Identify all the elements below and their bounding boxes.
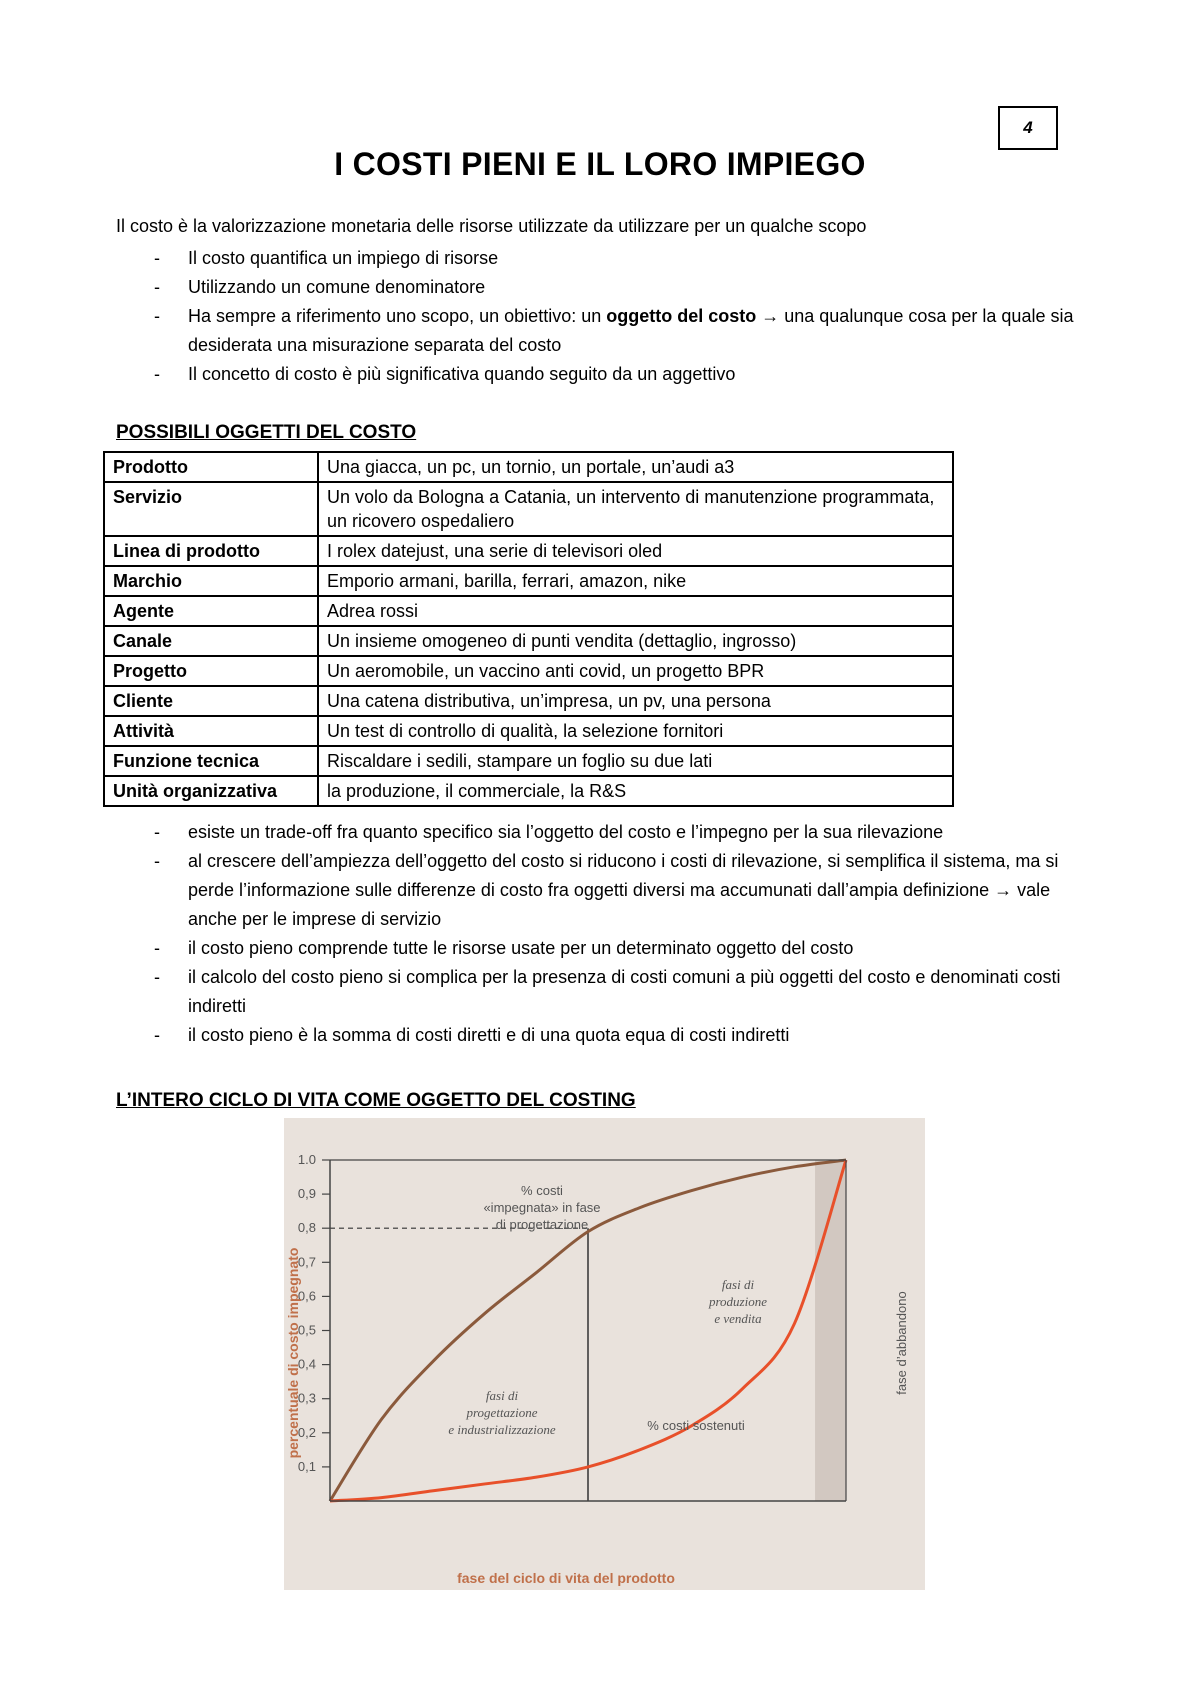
y-tick-label: 0,3 xyxy=(297,1390,316,1406)
table-row xyxy=(104,746,953,776)
cost-object-examples: Un volo da Bologna a Catania, un intervento di manutenzione programmata, un ricovero ospedaliero xyxy=(318,482,953,536)
cost-object-type: Unità organizzativa xyxy=(104,776,318,806)
x-axis-label: fase del ciclo di vita del prodotto xyxy=(457,1570,675,1586)
cost-object-examples: Adrea rossi xyxy=(318,596,953,626)
phase1-label-line3: e industrializzazione xyxy=(448,1422,556,1437)
full-cost-bullet-list xyxy=(116,818,1086,1050)
abandon-phase-label: fase d’abbandono xyxy=(894,1291,909,1395)
bold-term: oggetto del costo xyxy=(606,306,757,326)
cost-object-type: Attività xyxy=(104,716,318,746)
table-row xyxy=(104,536,953,566)
table-row xyxy=(104,716,953,746)
intro-paragraph: Il costo è la valorizzazione monetaria delle risorse utilizzate da utilizzare per un qualche scopo xyxy=(116,216,867,236)
table-row xyxy=(104,452,953,482)
cost-object-examples: Un insieme omogeneo di punti vendita (dettaglio, ingrosso) xyxy=(318,626,953,656)
table-row xyxy=(104,686,953,716)
list-item: - al crescere dell’ampiezza dell’oggetto del costo si riducono i costi di rilevazione, si semplifica il sistema, ma si perde l’informazione sulle differenze di costo fra oggetti diversi ma accumunati dall’ampia definizione → vale anche per le imprese di servizio xyxy=(116,847,1086,934)
y-tick-label: 0,7 xyxy=(297,1254,316,1270)
table-row xyxy=(104,566,953,596)
table-row xyxy=(104,596,953,626)
cost-object-examples: Un aeromobile, un vaccino anti covid, un progetto BPR xyxy=(318,656,953,686)
cost-object-type: Prodotto xyxy=(104,452,318,482)
cost-object-type: Cliente xyxy=(104,686,318,716)
list-item: - Il costo quantifica un impiego di risorse xyxy=(116,244,1086,273)
cost-object-type: Marchio xyxy=(104,566,318,596)
cost-object-type: Progetto xyxy=(104,656,318,686)
page-title: I COSTI PIENI E IL LORO IMPIEGO xyxy=(334,146,866,182)
cost-object-examples: I rolex datejust, una serie di televisori oled xyxy=(318,536,953,566)
y-tick-label: 0,2 xyxy=(297,1424,316,1440)
lifecycle-cost-chart xyxy=(284,1118,925,1590)
list-item: - esiste un trade-off fra quanto specifico sia l’oggetto del costo e l’impegno per la sua rilevazione xyxy=(116,818,1086,847)
cost-object-examples: la produzione, il commerciale, la R&S xyxy=(318,776,953,806)
y-tick-label: 0,4 xyxy=(297,1356,316,1372)
phase2-label-line2: produzione xyxy=(708,1294,768,1309)
table-row xyxy=(104,656,953,686)
arrow-icon: → xyxy=(989,880,1018,900)
y-axis-label: percentuale di costo impegnato xyxy=(285,1247,301,1459)
list-item: - il costo pieno comprende tutte le risorse usate per un determinato oggetto del costo xyxy=(116,934,1086,963)
page-number: 4 xyxy=(998,106,1058,150)
phase1-label-line2: progettazione xyxy=(466,1405,538,1420)
y-tick-label: 0,9 xyxy=(297,1186,316,1202)
committed-label-line1: % costi xyxy=(521,1183,563,1198)
cost-object-type: Linea di prodotto xyxy=(104,536,318,566)
list-item: - Utilizzando un comune denominatore xyxy=(116,273,1086,302)
list-item: - il costo pieno è la somma di costi diretti e di una quota equa di costi indiretti xyxy=(116,1021,1086,1050)
section-heading-cost-objects: POSSIBILI OGGETTI DEL COSTO xyxy=(116,422,417,443)
cost-object-examples: Una giacca, un pc, un tornio, un portale, un’audi a3 xyxy=(318,452,953,482)
cost-object-examples: Una catena distributiva, un’impresa, un pv, una persona xyxy=(318,686,953,716)
section-heading-lifecycle: L’INTERO CICLO DI VITA COME OGGETTO DEL COSTING xyxy=(116,1090,636,1111)
phase1-label-line1: fasi di xyxy=(485,1388,519,1403)
phase2-label-line1: fasi di xyxy=(721,1277,755,1292)
cost-object-type: Agente xyxy=(104,596,318,626)
list-item: - Ha sempre a riferimento uno scopo, un obiettivo: un oggetto del costo → una qualunque cosa per la quale sia desiderata una misurazione separata del costo xyxy=(116,302,1086,360)
cost-object-type: Canale xyxy=(104,626,318,656)
arrow-icon: → xyxy=(756,306,785,326)
committed-label-line2: «impegnata» in fase xyxy=(483,1200,601,1215)
cost-object-examples: Un test di controllo di qualità, la selezione fornitori xyxy=(318,716,953,746)
table-row xyxy=(104,776,953,806)
y-tick-label: 0,8 xyxy=(297,1220,316,1236)
phase2-label-line3: e vendita xyxy=(714,1311,762,1326)
y-tick-label: 0,1 xyxy=(297,1458,316,1474)
y-tick-label: 1.0 xyxy=(297,1152,316,1167)
table-row xyxy=(104,626,953,656)
incurred-label: % costi sostenuti xyxy=(647,1418,745,1433)
list-item: - Il concetto di costo è più significativa quando seguito da un aggettivo xyxy=(116,360,1086,389)
table-row xyxy=(104,482,953,536)
list-item: - il calcolo del costo pieno si complica per la presenza di costi comuni a più oggetti del costo e denominati costi indiretti xyxy=(116,963,1086,1021)
cost-object-type: Servizio xyxy=(104,482,318,536)
cost-object-examples: Emporio armani, barilla, ferrari, amazon, nike xyxy=(318,566,953,596)
cost-objects-table xyxy=(103,451,954,807)
cost-object-examples: Riscaldare i sedili, stampare un foglio su due lati xyxy=(318,746,953,776)
committed-label-line3: di progettazione xyxy=(495,1217,589,1232)
definition-bullet-list xyxy=(116,244,1086,389)
y-tick-label: 0,6 xyxy=(297,1288,316,1304)
y-tick-label: 0,5 xyxy=(297,1322,316,1338)
cost-object-type: Funzione tecnica xyxy=(104,746,318,776)
